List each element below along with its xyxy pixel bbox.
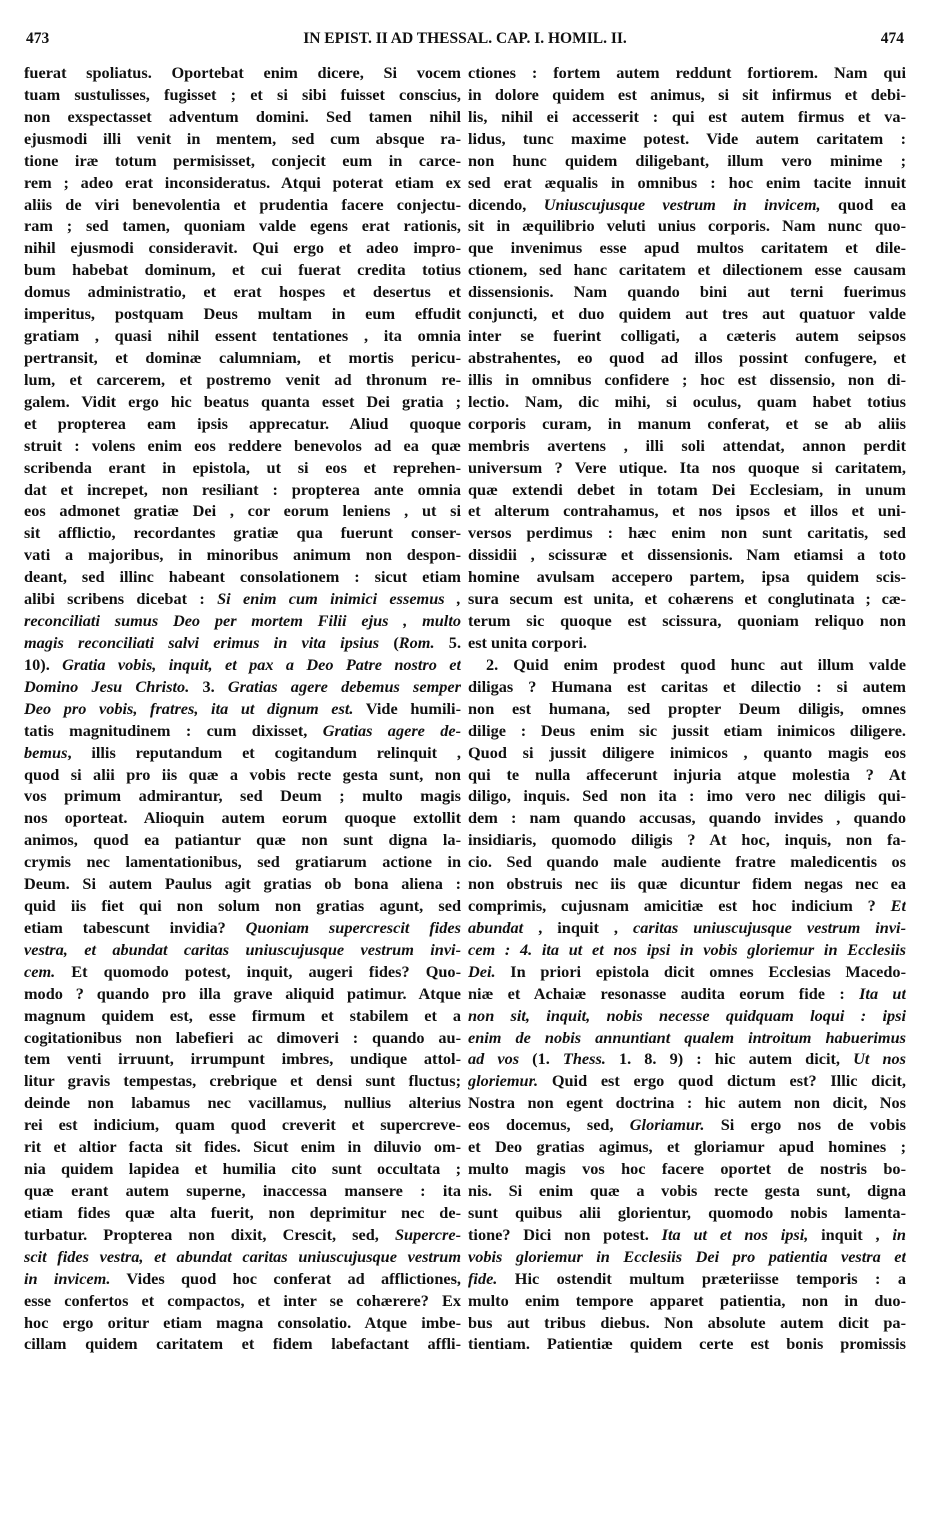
text-line [24,917,461,939]
roman-text: 5. [434,632,461,652]
roman-text: non hunc quidem diligebant, illum vero minime ; [468,150,906,170]
roman-text: 1. 8. 9) : hic autem dicit, [605,1049,854,1069]
italic-text: magis reconciliati salvi erimus in vita ipsius [24,632,380,652]
text-line [468,610,906,632]
italic-text: Et [890,896,906,916]
italic-text: enim de nobis annuntiant qualem introitum habuerimus [468,1027,906,1047]
italic-text: abundat [468,917,524,937]
roman-text: sit in æquilibrio veluti unius corporis. Nam nunc quo- [468,216,906,236]
text-line [24,1114,461,1136]
roman-text: que invenimus esse apud multos caritatem et dile- [468,238,906,258]
page-number-left: 473 [26,30,50,47]
roman-text: nis. Si enim quæ a vobis recte gesta sunt, digna [468,1181,906,1201]
text-line [24,1048,461,1070]
roman-text: non est humana, sed propter Deum diligis, omnes [468,698,906,718]
roman-text: Vides quod hoc conferat ad afflictiones, [110,1268,461,1288]
roman-text: conjuncti, et duo quidem aut tres aut quatuor valde [468,304,906,324]
text-line [24,1202,461,1224]
text-line [468,62,906,84]
text-line [468,413,906,435]
text-line [24,500,461,522]
roman-text: , inquit , [523,917,633,937]
italic-text: Rom. [398,632,435,652]
text-line [24,764,461,786]
text-line [24,1268,461,1290]
text-line [24,1092,461,1114]
roman-text: Nostra non egent doctrina : hic autem non dicit, Nos [468,1093,906,1113]
text-line [468,1202,906,1224]
roman-text: Deum. Si autem Paulus agit gratias ob bona aliena : [24,874,461,894]
text-line [24,939,461,961]
text-line [24,194,461,216]
text-line [468,369,906,391]
italic-text: cem : 4. ita ut et nos ipsi in vobis gloriemur in Ecclesiis [468,939,906,959]
roman-text: insidiaris, quomodo diligis ? At hoc, inquis, non fa- [468,830,906,850]
text-line [468,1246,906,1268]
text-line [468,303,906,325]
text-line [24,1224,461,1246]
italic-text: Gratia vobis, inquit, et pax a Deo Patre nostro et [62,654,461,674]
italic-text: fide. [468,1268,498,1288]
text-line [468,259,906,281]
italic-text: in [892,1224,906,1244]
roman-text: terum sic quoque est scissura, quoniam reliquo non [468,611,906,631]
italic-text: Ita ut [859,983,906,1003]
text-line [468,939,906,961]
text-line [468,1136,906,1158]
roman-text: hoc ergo oritur etiam magna consolatio. Atque imbe- [24,1312,461,1332]
italic-text: Domino Jesu Christo. [24,676,190,696]
italic-text: caritas uniuscujusque vestrum invi- [633,917,906,937]
text-line [24,1027,461,1049]
text-line [24,698,461,720]
roman-text: est unita corpori. [468,632,587,652]
text-line [468,128,906,150]
italic-text: Gratias agere de- [322,720,461,740]
italic-text: Gratias agere debemus semper [227,676,461,696]
roman-text: lum, et carcerem, et postremo venit ad thronum re- [24,369,461,389]
text-line [24,128,461,150]
text-line [24,237,461,259]
roman-text: abstrahentes, eo quod ad illos possint confugere, et [468,347,906,367]
text-line [24,215,461,237]
roman-text: diligo, inquis. Sed non ita : imo vero nec diligis qui- [468,786,906,806]
roman-text: deinde non labamus nec vacillamus, nullius alterius [24,1093,461,1113]
text-line [24,1333,461,1355]
text-line [24,742,461,764]
roman-text: litur gravis tempestas, crebrique et densi sunt fluctus; [24,1071,461,1091]
roman-text: lis, nihil ei accesserit : qui est autem firmus et va- [468,106,906,126]
roman-text: universum ? Vere utique. Ita nos quoque si caritatem, [468,457,906,477]
roman-text: , illis reputandum et cogitandum relinquit , [67,742,461,762]
roman-text: (1. [519,1049,563,1069]
text-line [24,522,461,544]
roman-text: bum habebat dominum, et cui fuerat credita totius [24,260,461,280]
roman-text: fuerat spoliatus. Oportebat enim dicere, Si vocem [24,63,461,82]
roman-text: crymis nec lamentationibus, sed gratiarum actione in [24,852,461,872]
roman-text: ( [379,632,399,652]
text-line [24,610,461,632]
text-line [468,150,906,172]
roman-text: inter se fuerint colligati, a cæteris autem seipsos [468,326,906,346]
italic-text: scit fides vestra, et abundat caritas uniuscujusque vestrum [24,1246,461,1266]
text-line [24,172,461,194]
text-line [24,62,461,84]
text-line [468,1048,906,1070]
italic-text: bemus [24,742,68,762]
text-line [468,807,906,829]
text-line [468,983,906,1005]
italic-text: Dei. [468,961,496,981]
text-line [24,347,461,369]
text-line [24,106,461,128]
roman-text: tione? Dici non potest. [468,1224,662,1244]
roman-text: homine avulsam accepero partem, ipsa quidem scis- [468,567,906,587]
roman-text: illis in omnibus confidere ; hoc est dissensio, non di- [468,369,906,389]
roman-text: 3. [189,676,228,696]
text-line [24,150,461,172]
text-line [24,807,461,829]
roman-text: tatis magnitudinem : cum dixisset, [24,720,323,740]
text-line [468,588,906,610]
text-line [468,1312,906,1334]
text-line [24,281,461,303]
text-line [24,961,461,983]
roman-text: Si ergo nos de vobis [704,1115,906,1135]
text-line [468,325,906,347]
roman-text: 10). [24,654,63,674]
italic-text: Ita ut et nos ipsi, [661,1224,809,1244]
roman-text: quæ erant autem superne, inaccessa mansere : ita [24,1181,461,1201]
text-line [468,106,906,128]
roman-text: domus administratio, et erat hospes et desertus et [24,282,461,302]
roman-text: cillam quidem caritatem et fidem labefactant affli- [24,1334,461,1354]
text-line [468,873,906,895]
roman-text: cio. Sed quando male audiente fratre maledicentis os [468,852,906,872]
italic-text: vestra, et abundat caritas uniuscujusque vestrum invi- [24,939,461,959]
text-line [24,1070,461,1092]
roman-text: rei est indicium, quam quod creverit et supercreve- [24,1115,461,1135]
text-line [24,325,461,347]
running-title: IN EPIST. II AD THESSAL. CAP. I. HOMIL. II. [303,30,627,47]
roman-text: In priori epistola dicit omnes Ecclesias Macedo- [495,961,906,981]
left-column [24,62,461,1355]
roman-text: turbatur. Propterea non dixit, Crescit, sed, [24,1224,395,1244]
roman-text: tione iræ totum permisisset, conjecit eum in carce- [24,150,461,170]
text-line [468,1005,906,1027]
roman-text: eos admonet gratiæ Dei , cor eorum leniens , ut si [24,501,461,521]
roman-text: vati a majoribus, in minoribus animum non despon- [24,545,461,565]
text-line [24,435,461,457]
text-line [24,654,461,676]
text-line [468,1070,906,1092]
roman-text: corporis curam, in manum conferat, et se ab aliis [468,413,906,433]
roman-text: dat et increpet, non resiliant : propterea ante omnia [24,479,461,499]
text-line [468,720,906,742]
roman-text: nos oporteat. Alioquin autem eorum quoque extollit [24,808,461,828]
roman-text: sed erat æqualis in omnibus : hoc enim tacite innuit [468,172,906,192]
text-line [24,566,461,588]
text-line [468,654,906,676]
roman-text: quid iis fiet qui non solum non gratias agunt, sed [24,896,461,916]
italic-text: ad vos [468,1049,520,1069]
text-line [24,720,461,742]
text-line [24,413,461,435]
text-line [468,347,906,369]
roman-text: in dolore quidem est animus, si sit infirmus et debi- [468,84,906,104]
text-line [24,1312,461,1334]
text-line [468,215,906,237]
roman-text: cogitationibus non labefieri ac dimoveri : quando au- [24,1027,461,1047]
italic-text: in invicem. [24,1268,111,1288]
roman-text: alibi scribens dicebat : [24,589,218,609]
text-line [468,698,906,720]
italic-text: non sit, inquit, nobis necesse quidquam loqui : ipsi [468,1005,906,1025]
text-line [468,500,906,522]
roman-text: aliis de viri benevolentia et prudentia facere conjectu- [24,194,461,214]
roman-text: ctionem, sed hanc caritatem et dilectionem esse causam [468,260,906,280]
roman-text: ejusmodi illi venit in mentem, sed cum absque ra- [24,128,461,148]
text-line [468,566,906,588]
text-line [468,1180,906,1202]
text-line [24,1005,461,1027]
roman-text: sura secum est unita, et cohærens et conglutinata ; cæ- [468,589,906,609]
text-line [24,84,461,106]
roman-text: struit : volens enim eos reddere benevolos ad ea quæ [24,435,461,455]
roman-text: multo magis vos hoc facere oportet de nostris bo- [468,1159,906,1179]
text-line [468,1224,906,1246]
text-line [468,522,906,544]
roman-text: non obstruis nec iis quæ dicuntur fidem negas nec ea [468,874,906,894]
text-line [24,873,461,895]
text-line [24,676,461,698]
roman-text: diligas ? Humana est caritas et dilectio : si autem [468,676,906,696]
roman-text: multo enim tempore apparet patientia, non in duo- [468,1290,906,1310]
roman-text: vos primum admirantur, sed Deum ; multo magis [24,786,461,806]
roman-text: dilige : Deus enim sic jussit etiam inimicos diligere. [468,720,906,740]
roman-text: ctiones : fortem autem reddunt fortiorem. Nam qui [468,63,906,82]
italic-text: Deo pro vobis, fratres, ita ut dignum est. [24,698,354,718]
roman-text: dissensionis. Nam quando bini aut terni fuerimus [468,282,906,302]
roman-text: etiam fides quæ alta fuerit, non deprimitur nec de- [24,1202,461,1222]
roman-text: nihil ejusmodi consideravit. Qui ergo et adeo impro- [24,238,461,258]
roman-text: et propterea eam ipsis apprecatur. Aliud quoque [24,413,461,433]
roman-text: deant, sed illinc habeant consolationem : sicut etiam [24,567,461,587]
roman-text: Et quomodo potest, inquit, augeri fides? Quo- [55,961,461,981]
roman-text: imperitus, postquam Deus multam in eum effudit [24,304,461,324]
italic-text: cem. [24,961,56,981]
roman-text: niæ et Achaiæ resonasse audita eorum fide : [468,983,860,1003]
text-line [24,895,461,917]
roman-text: qui te nulla affecerunt injuria atque molestia ? At [468,764,906,784]
text-line [24,544,461,566]
text-line [468,632,906,654]
roman-text: pertransit, et dominæ calumniam, et mortis pericu- [24,347,461,367]
text-line [468,479,906,501]
italic-text: Quoniam supercrescit fides [245,917,461,937]
roman-text: Quod si jussit diligere inimicos , quanto magis eos [468,742,906,762]
roman-text: modo ? quando pro illa grave aliquid patimur. Atque [24,983,461,1003]
page-number-right: 474 [880,30,904,47]
roman-text: non exspectasset adventum domini. Sed tamen nihil [24,106,461,126]
text-line [468,829,906,851]
roman-text: et Deo gratias agimus, et gloriamur apud homines ; [468,1137,906,1157]
roman-text: scribenda erant in epistola, ut si eos et reprehen- [24,457,461,477]
roman-text: sit afflictio, recordantes gratiæ qua fuerunt conser- [24,523,461,543]
text-line [468,895,906,917]
text-line [468,544,906,566]
text-line [24,1136,461,1158]
text-line [468,764,906,786]
roman-text: quod si alii pro iis quæ a vobis recte gesta sunt, non [24,764,461,784]
roman-text: tem venti irruunt, irrumpunt imbres, undique attol- [24,1049,461,1069]
roman-text: Vide humili- [353,698,461,718]
roman-text: Hic ostendit multum præteriisse temporis : a [497,1268,906,1288]
text-line [468,391,906,413]
text-line [24,983,461,1005]
text-line [24,1158,461,1180]
roman-text: magnum quidem est, esse firmum et stabilem et a [24,1005,461,1025]
right-column [468,62,906,1355]
text-line [24,1180,461,1202]
roman-text: bus aut tribus diebus. Non absolute autem dicit pa- [468,1312,906,1332]
text-line [468,194,906,216]
text-line [468,1268,906,1290]
text-line [468,676,906,698]
roman-text: quæ extendi debet in totam Dei Ecclesiam, in unum [468,479,906,499]
text-line [468,281,906,303]
text-line [468,84,906,106]
italic-text: vobis gloriemur in Ecclesiis Dei pro patientia vestra et [468,1246,906,1266]
roman-text: eos docemus, sed, [468,1115,630,1135]
roman-text: dem : nam quando accusas, quando invides , quando [468,808,906,828]
roman-text: tientiam. Patientiæ quidem certe est bonis promissis [468,1334,906,1354]
text-line [24,785,461,807]
roman-text: ram ; sed tamen, quoniam valde egens erat rationis, [24,216,461,236]
italic-text: Supercre- [394,1224,461,1244]
running-header [26,30,904,56]
roman-text: sunt quibus alii glorientur, quomodo nobis lamenta- [468,1202,906,1222]
text-line [468,1158,906,1180]
roman-text: membris avertens , illi soli attendat, annon perdit [468,435,906,455]
roman-text: et alterum contrahamus, et nos ipsos et illos et uni- [468,501,906,521]
roman-text: dissidii , scissuræ et dissensionis. Nam etiamsi a toto [468,545,906,565]
italic-text: Si enim cum inimici essemus , [217,589,461,609]
text-line [468,742,906,764]
italic-text: gloriemur. [468,1071,539,1091]
text-line [468,172,906,194]
roman-text: dicendo, [468,194,544,214]
roman-text: tuam sustulisses, fugisset ; et si sibi fuisset conscius, [24,84,461,104]
roman-text: animos, quod ea patiantur quæ non sunt digna la- [24,830,461,850]
text-line [468,1092,906,1114]
text-line [468,785,906,807]
italic-text: Ut nos [853,1049,906,1069]
roman-text: nia quidem lapidea et humilia cito sunt occultata ; [24,1159,461,1179]
text-line [24,1246,461,1268]
roman-text: esse confertos et compactos, et inter se cohærere? Ex [24,1290,461,1310]
text-line [468,1114,906,1136]
italic-text: reconciliati sumus Deo per mortem Filii ejus , multo [24,611,461,631]
text-line [468,1027,906,1049]
text-line [468,917,906,939]
roman-text: Quid est ergo quod dictum est? Illic dicit, [538,1071,906,1091]
text-line [24,369,461,391]
text-line [24,829,461,851]
text-line [468,237,906,259]
italic-text: Thess. [562,1049,606,1069]
roman-text: quod ea [820,194,906,214]
text-line [24,479,461,501]
roman-text: rit et altior facta sit fides. Sicut enim in diluvio om- [24,1137,461,1157]
text-line [24,303,461,325]
text-line [468,1290,906,1312]
roman-text: comprimis, cujusnam amicitiæ est hoc indicium ? [468,896,891,916]
roman-text: gratiam , quasi nihil essent tentationes , ita omnia [24,326,461,346]
roman-text: etiam tabescunt invidia? [24,917,246,937]
text-line [468,1333,906,1355]
text-line [24,632,461,654]
text-line [24,588,461,610]
roman-text: galem. Vidit ergo hic beatus quanta esset Dei gratia ; [24,391,461,411]
text-line [468,961,906,983]
text-line [468,435,906,457]
text-line [24,457,461,479]
text-line [24,391,461,413]
text-line [24,1290,461,1312]
roman-text: 2. Quid enim prodest quod hunc aut illum valde [486,654,906,674]
roman-text: lidus, tunc maxime potest. Vide autem caritatem : [468,128,906,148]
roman-text: inquit , [808,1224,893,1244]
roman-text: rem ; adeo erat inconsideratus. Atqui poterat etiam ex [24,172,461,192]
roman-text: versos perdimus : hæc enim non sunt caritatis, sed [468,523,906,543]
roman-text: lectio. Nam, dic mihi, si oculus, quam habet totius [468,391,906,411]
italic-text: Uniuscujusque vestrum in invicem, [543,194,821,214]
text-line [24,851,461,873]
text-line [468,457,906,479]
text-line [24,259,461,281]
italic-text: Gloriamur. [629,1115,705,1135]
text-line [468,851,906,873]
